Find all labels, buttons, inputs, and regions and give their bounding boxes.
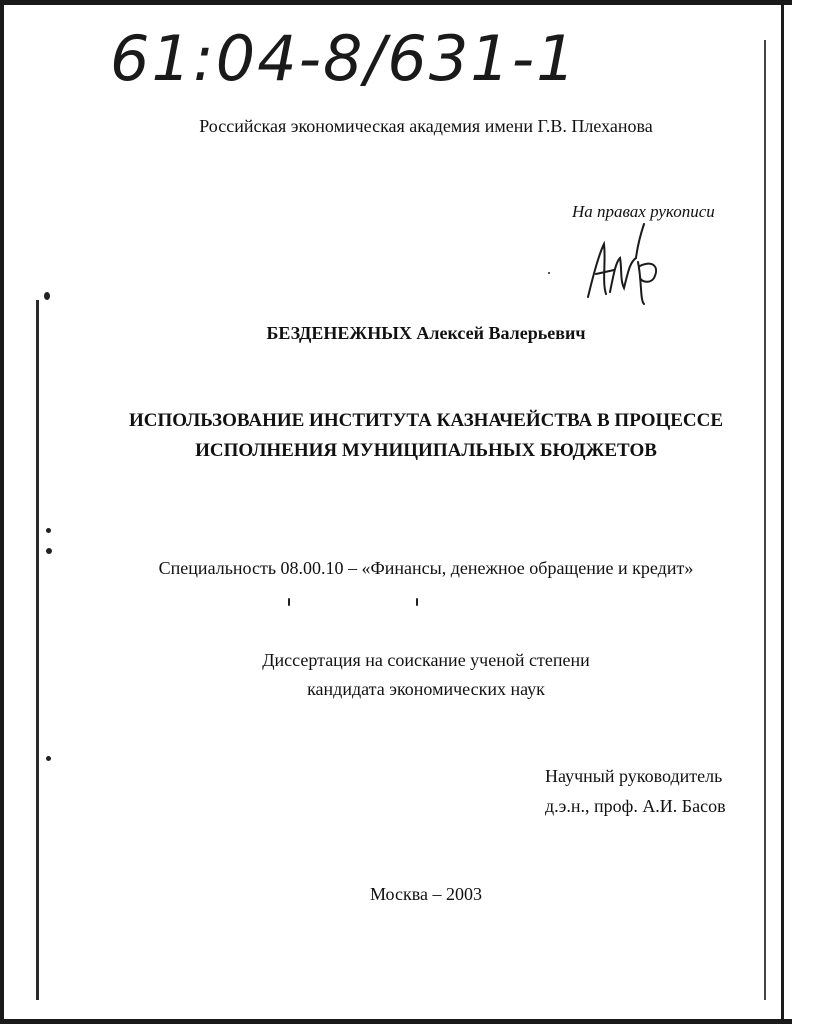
institution-name: Российская экономическая академия имени Г.В. Плеханова [199, 116, 653, 136]
scan-speck [416, 598, 418, 606]
advisor-role: Научный руководитель [545, 766, 723, 786]
scan-border-bottom [0, 1019, 792, 1024]
scan-speck [548, 272, 550, 274]
scan-speck [44, 292, 50, 300]
scan-speck [46, 528, 51, 533]
catalog-number-text: 61:04-8/631-1 [110, 22, 578, 95]
scan-edge-line [764, 40, 766, 1000]
thesis-title-line-2: ИСПОЛНЕНИЯ МУНИЦИПАЛЬНЫХ БЮДЖЕТОВ [195, 440, 657, 461]
author-name: БЕЗДЕНЕЖНЫХ Алексей Валерьевич [266, 323, 586, 343]
scan-border-left [0, 0, 4, 1024]
scan-speck [288, 598, 290, 606]
dissertation-line-1: Диссертация на соискание ученой степени [262, 650, 590, 670]
advisor-name: д.э.н., проф. А.И. Басов [545, 796, 726, 816]
specialty-line: Специальность 08.00.10 – «Финансы, денежное обращение и кредит» [158, 558, 694, 578]
place-and-year: Москва – 2003 [370, 884, 482, 904]
thesis-title-line-1: ИСПОЛЬЗОВАНИЕ ИНСТИТУТА КАЗНАЧЕЙСТВА В ПРОЦЕССЕ [128, 410, 724, 431]
scan-speck [46, 548, 52, 554]
dissertation-line-2: кандидата экономических наук [307, 679, 545, 699]
scan-border-top [0, 0, 792, 5]
scan-border-right [781, 0, 784, 1024]
author-signature [580, 222, 670, 307]
handwritten-catalog-number [110, 18, 578, 108]
scan-speck [46, 756, 51, 761]
manuscript-note: На правах рукописи [572, 202, 715, 221]
